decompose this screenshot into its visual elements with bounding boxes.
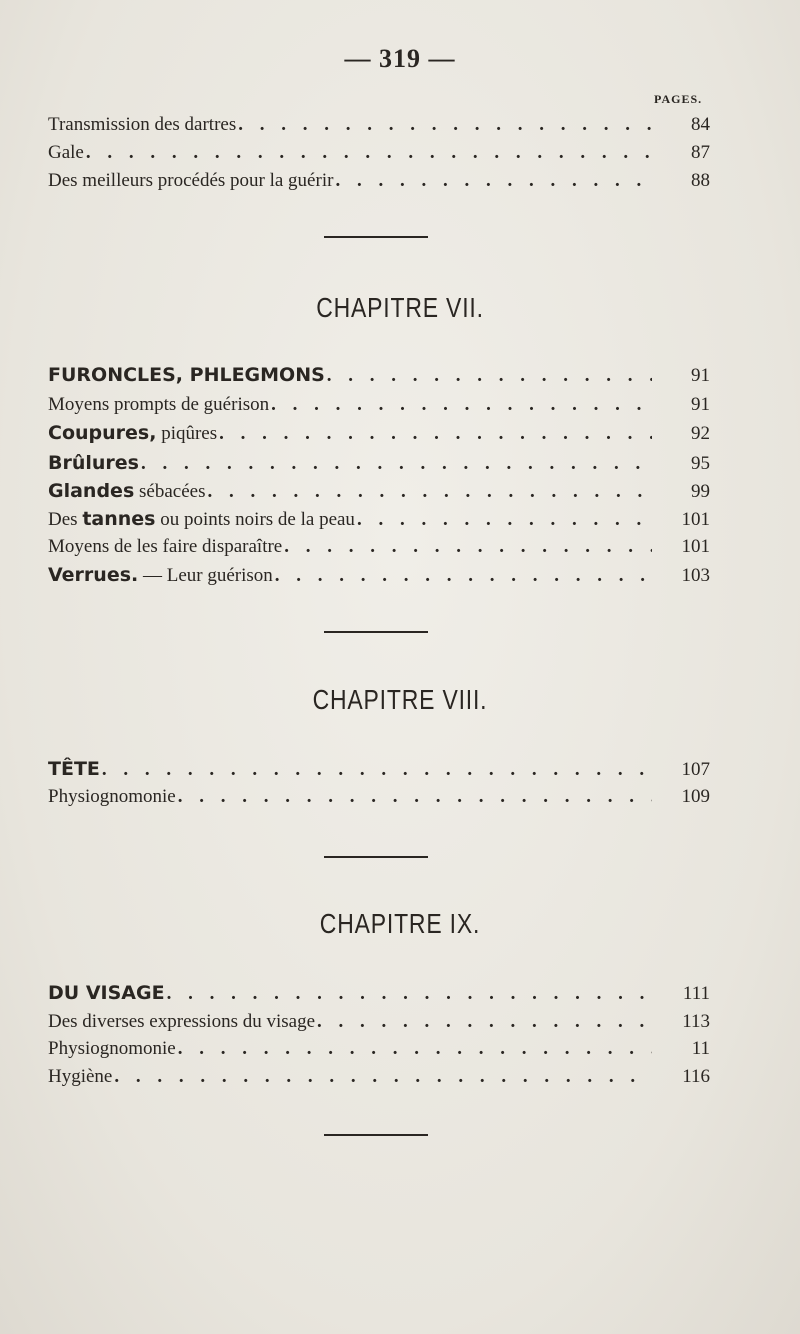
toc-entry-label: FURONCLES, PHLEGMONS xyxy=(48,364,325,386)
toc-entry-label xyxy=(48,422,217,445)
toc-entry xyxy=(48,142,710,170)
toc-entry-label xyxy=(48,564,273,587)
leader-dots xyxy=(219,423,652,445)
toc-entry-label: Transmission des dartres xyxy=(48,114,237,135)
toc-entry-label: Des meilleurs procédés pour la guérir xyxy=(48,170,334,191)
toc-entry-text: — Leur guérison xyxy=(138,565,273,586)
leader-dots xyxy=(335,170,652,192)
toc-entry-keyword: Glandes xyxy=(48,480,135,502)
leader-dots xyxy=(86,142,652,164)
toc-entry-label: Gale xyxy=(48,142,84,163)
toc-entry-text: sébacées xyxy=(134,481,206,502)
toc-entry-page: 91 xyxy=(691,394,710,415)
toc-entry-label: Moyens prompts de guérison xyxy=(48,394,270,415)
chapter-title: CHAPITRE IX. xyxy=(319,908,481,939)
section-divider xyxy=(324,856,428,858)
chapter-title: CHAPITRE VIII. xyxy=(312,684,488,715)
toc-entry-label: Moyens de les faire disparaître xyxy=(48,536,283,557)
toc-entry xyxy=(48,114,710,142)
toc-entry xyxy=(48,452,710,480)
toc-entry-page: 92 xyxy=(691,423,710,444)
leader-dots xyxy=(275,565,652,587)
toc-entry xyxy=(48,394,710,422)
toc-entry xyxy=(48,536,710,564)
toc-entry-label: Hygiène xyxy=(48,1066,113,1087)
toc-entry-page: 113 xyxy=(682,1011,710,1032)
section-divider xyxy=(324,631,428,633)
leader-dots xyxy=(238,114,652,136)
toc-entry-page: 87 xyxy=(691,142,710,163)
toc-entry-text: piqûres xyxy=(156,423,218,444)
toc-entry-page: 101 xyxy=(681,536,710,557)
page-number: — 319 — xyxy=(344,44,456,73)
toc-entry xyxy=(48,1038,710,1066)
toc-entry-page: 91 xyxy=(691,365,710,386)
section-divider xyxy=(324,236,428,238)
toc-entry-page: 116 xyxy=(682,1066,710,1087)
leader-dots xyxy=(207,481,652,503)
toc-entry-text: ou points noirs de la peau xyxy=(155,509,355,530)
leader-dots xyxy=(178,1038,652,1060)
leader-dots xyxy=(178,786,652,808)
toc-entry-page: 11 xyxy=(691,1038,710,1059)
leader-dots xyxy=(114,1066,652,1088)
toc-entry xyxy=(48,480,710,508)
leader-dots xyxy=(357,509,652,531)
toc-entry-label xyxy=(48,508,355,531)
leader-dots xyxy=(141,453,652,475)
section-divider xyxy=(324,1134,428,1136)
toc-entry xyxy=(48,170,710,198)
toc-entry xyxy=(48,758,710,786)
toc-entry xyxy=(48,1011,710,1039)
toc-entry-page: 107 xyxy=(681,759,710,780)
toc-entry-page: 99 xyxy=(691,481,710,502)
chapter-title: CHAPITRE VII. xyxy=(316,292,484,323)
toc-entry-page: 111 xyxy=(682,983,710,1004)
leader-dots xyxy=(167,983,652,1005)
toc-entry xyxy=(48,422,710,450)
toc-entry-page: 88 xyxy=(691,170,710,191)
pages-column-label: PAGES. xyxy=(654,92,703,106)
toc-entry xyxy=(48,564,710,592)
toc-entry-label: DU VISAGE xyxy=(48,982,165,1004)
toc-entry-label: Physiognomonie xyxy=(48,1038,176,1059)
toc-entry xyxy=(48,364,710,392)
toc-entry-prefix: Des xyxy=(48,509,83,530)
toc-entry-label xyxy=(48,480,205,503)
toc-entry-page: 103 xyxy=(681,565,710,586)
toc-entry-label: Des diverses expressions du visage xyxy=(48,1011,316,1032)
toc-entry xyxy=(48,786,710,814)
toc-entry-keyword: Verrues. xyxy=(48,564,139,586)
toc-entry xyxy=(48,1066,710,1094)
toc-entry-page: 101 xyxy=(681,509,710,530)
toc-entry-label: TÊTE xyxy=(48,758,100,780)
toc-entry xyxy=(48,982,710,1010)
toc-entry-page: 84 xyxy=(691,114,710,135)
leader-dots xyxy=(317,1011,652,1033)
leader-dots xyxy=(271,394,652,416)
toc-entry xyxy=(48,508,710,536)
toc-entry-label: Physiognomonie xyxy=(48,786,176,807)
toc-entry-keyword: Coupures, xyxy=(48,422,157,444)
toc-entry-page: 109 xyxy=(681,786,710,807)
leader-dots xyxy=(102,759,652,781)
toc-entry-keyword: tannes xyxy=(82,508,156,530)
toc-entry-page: 95 xyxy=(691,453,710,474)
toc-entry-label: Brûlures xyxy=(48,452,139,474)
leader-dots xyxy=(284,536,652,558)
leader-dots xyxy=(327,365,652,387)
